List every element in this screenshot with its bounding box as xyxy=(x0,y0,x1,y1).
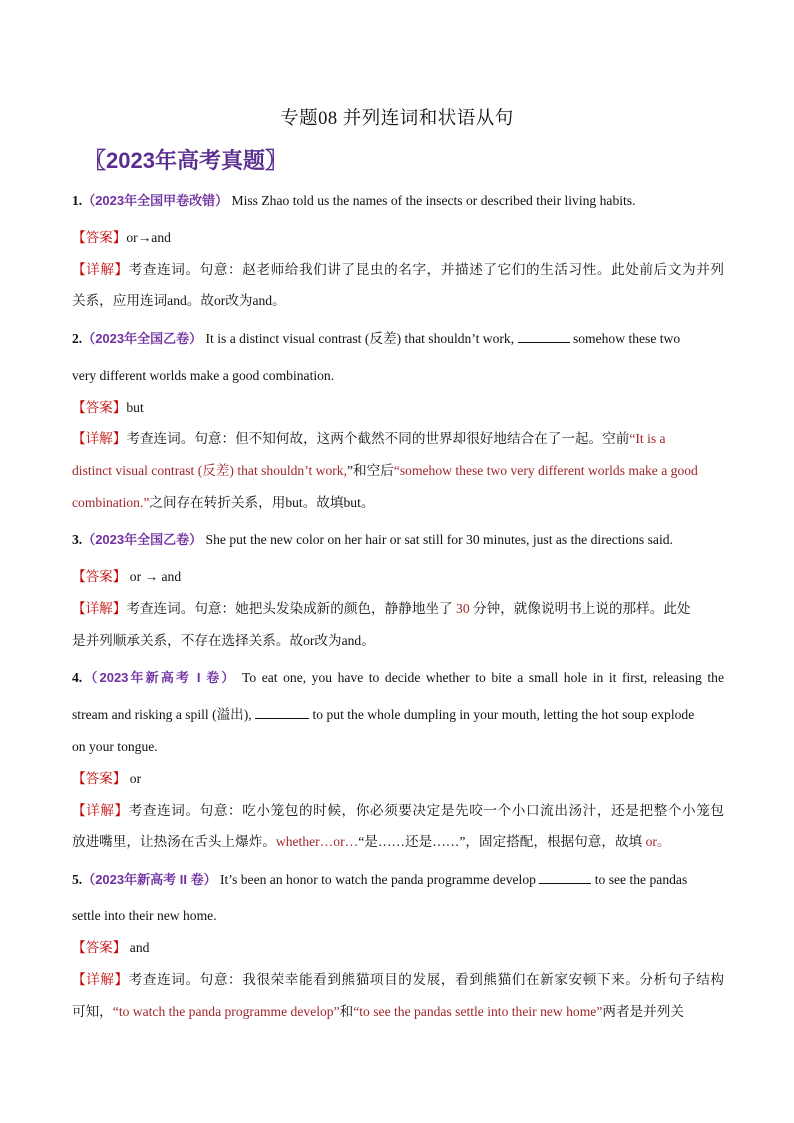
answer-1 xyxy=(72,229,724,247)
answer-blank xyxy=(539,871,591,884)
question-5-line-2 xyxy=(72,907,724,925)
question-text: settle into their new home. xyxy=(72,908,217,923)
detail-1-line-1 xyxy=(72,261,724,279)
answer-value: but xyxy=(126,400,144,415)
question-4-line-3 xyxy=(72,738,724,756)
question-text: very different worlds make a good combination. xyxy=(72,368,335,383)
detail-quote: distinct visual contrast (反差) that shouldn’t work, xyxy=(72,463,347,478)
answer-tag: 【答案】 xyxy=(72,400,127,415)
question-text: on your tongue. xyxy=(72,739,158,754)
question-source: （2023年全国乙卷） xyxy=(82,331,203,346)
question-1 xyxy=(72,192,724,210)
question-4-line-2 xyxy=(72,706,724,724)
detail-tag: 【详解】 xyxy=(72,262,129,277)
detail-text: 考查连词。句意：她把头发染成新的颜色，静静地坐了 xyxy=(126,601,453,616)
detail-tag: 【详解】 xyxy=(72,803,129,818)
detail-3-line-1 xyxy=(72,600,724,618)
detail-text: 是并列顺承关系，不存在选择关系。故or改为and。 xyxy=(72,633,375,648)
detail-3-line-2 xyxy=(72,632,724,650)
question-4 xyxy=(72,669,724,687)
detail-number: 30 xyxy=(456,601,470,616)
page-title: 专题08 并列连词和状语从句 xyxy=(280,109,514,129)
answer-4 xyxy=(72,770,724,788)
detail-text: 之间存在转折关系，用but。故填but。 xyxy=(149,495,375,510)
detail-text: 分钟，就像说明书上说的那样。此处 xyxy=(473,601,691,616)
question-5 xyxy=(72,871,724,889)
answer-tag: 【答案】 xyxy=(72,771,127,786)
detail-tag: 【详解】 xyxy=(72,601,127,616)
answer-2 xyxy=(72,399,724,417)
detail-quote: “to see the pandas settle into their new home” xyxy=(353,1004,603,1019)
question-source: （2023年新高考 I 卷） xyxy=(82,670,237,685)
question-text: It’s been an honor to watch the panda programme develop xyxy=(219,872,536,887)
question-number: 2. xyxy=(72,331,83,346)
detail-quote: or。 xyxy=(645,834,671,849)
answer-value: or→and xyxy=(126,230,171,245)
detail-text: 考查连词。句意：我很荣幸能看到熊猫项目的发展，看到熊猫们在新家安顿下来。分析句子结构 xyxy=(128,972,724,987)
detail-text: 考查连词。句意：赵老师给我们讲了昆虫的名字，并描述了它们的生活习性。此处前后文为并列 xyxy=(128,262,724,277)
question-text: somehow these two xyxy=(572,331,681,346)
question-text: To eat one, you have to decide whether to bite a small hole in it first, releasing the xyxy=(242,670,724,685)
detail-1-line-2 xyxy=(72,292,724,310)
question-2 xyxy=(72,330,724,348)
question-text: She put the new color on her hair or sat still for 30 minutes, just as the directions said. xyxy=(205,532,673,547)
detail-5-line-1 xyxy=(72,971,724,989)
question-text: Miss Zhao told us the names of the insects or described their living habits. xyxy=(231,193,636,208)
detail-text: ”和空后 xyxy=(347,463,394,478)
detail-quote: combination.” xyxy=(72,495,150,510)
detail-4-line-1 xyxy=(72,802,724,820)
detail-2-line-1 xyxy=(72,430,724,448)
question-source: （2023年全国乙卷） xyxy=(82,532,203,547)
detail-2-line-2 xyxy=(72,462,724,480)
answer-blank xyxy=(518,330,570,343)
answer-tag: 【答案】 xyxy=(72,940,127,955)
question-text: to see the pandas xyxy=(594,872,688,887)
question-source: （2023年新高考 II 卷） xyxy=(82,872,217,887)
answer-tag: 【答案】 xyxy=(72,230,127,245)
detail-text: 和 xyxy=(339,1004,354,1019)
detail-text: 考查连词。句意：但不知何故，这两个截然不同的世界却很好地结合在了一起。空前 xyxy=(126,431,630,446)
detail-5-line-2 xyxy=(72,1003,724,1021)
question-number: 1. xyxy=(72,193,83,208)
detail-quote: whether…or… xyxy=(275,834,359,849)
question-number: 3. xyxy=(72,532,83,547)
detail-quote: “to watch the panda programme develop” xyxy=(112,1004,340,1019)
question-text: to put the whole dumpling in your mouth, letting the hot soup explode xyxy=(312,707,695,722)
answer-5 xyxy=(72,939,724,957)
answer-value: or xyxy=(129,771,142,786)
answer-value: and xyxy=(129,940,150,955)
detail-quote: “It is a xyxy=(629,431,666,446)
answer-value: or → and xyxy=(129,569,182,584)
question-number: 4. xyxy=(72,670,83,685)
question-text: stream and risking a spill (溢出), xyxy=(72,707,252,722)
answer-3 xyxy=(72,568,724,586)
detail-text: “是……还是……”，固定搭配，根据句意，故填 xyxy=(358,834,643,849)
detail-4-line-2 xyxy=(72,833,724,851)
detail-tag: 【详解】 xyxy=(72,431,127,446)
question-text: It is a distinct visual contrast (反差) that shouldn’t work, xyxy=(205,331,515,346)
question-3 xyxy=(72,531,724,549)
detail-text: 考查连词。句意：吃小笼包的时候，你必须要决定是先咬一个小口流出汤汁，还是把整个小笼包 xyxy=(128,803,724,818)
detail-text: 两者是并列关 xyxy=(602,1004,684,1019)
detail-text: 可知， xyxy=(72,1004,113,1019)
detail-text: 放进嘴里，让热汤在舌头上爆炸。 xyxy=(72,834,276,849)
answer-tag: 【答案】 xyxy=(72,569,127,584)
detail-tag: 【详解】 xyxy=(72,972,129,987)
detail-text: 关系，应用连词and。故or改为and。 xyxy=(72,293,286,308)
detail-quote: “somehow these two very different worlds make a good xyxy=(393,463,698,478)
question-2-line-2 xyxy=(72,367,724,385)
detail-2-line-3 xyxy=(72,494,724,512)
question-source: （2023年全国甲卷改错） xyxy=(82,193,229,208)
answer-blank xyxy=(255,706,309,719)
section-heading: 〖2023年高考真题〗 xyxy=(84,148,287,173)
question-number: 5. xyxy=(72,872,83,887)
